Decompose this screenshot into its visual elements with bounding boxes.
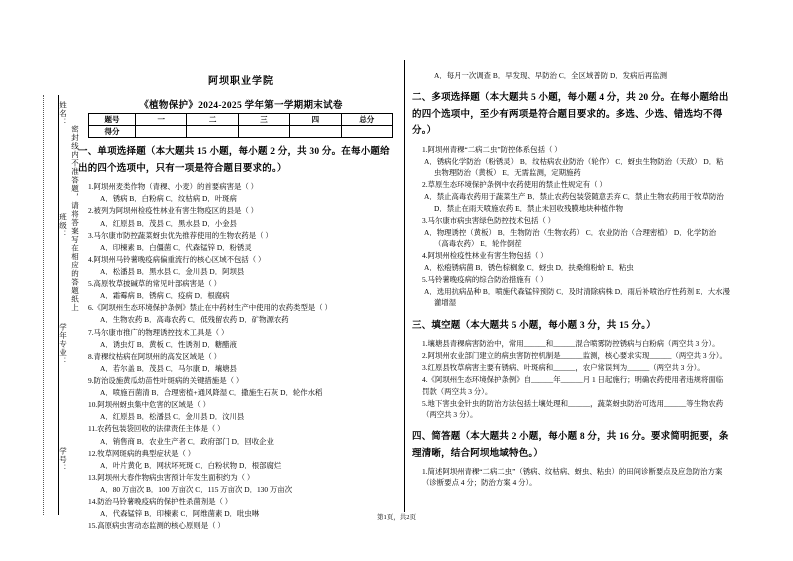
option-row: A．选用抗病品种 B．喷施代森锰锌预防 C．及时清除病株 D．雨后补喷治疗性药剂 E．大水漫灌增湿 xyxy=(424,287,730,308)
question-item: 2.草原生态环境保护条例中农药使用的禁止性规定有（ ） xyxy=(422,180,607,190)
option-row: A．销售商 B．农业生产者 C．政府部门 D．回收企业 xyxy=(100,436,274,446)
question-item: 2.被列为阿坝州检疫性林业有害生物疫区的县是（ ） xyxy=(88,206,258,216)
question-item: 6.《阿坝州生态环境保护条例》禁止在中药材生产中使用的农药类型是（ ） xyxy=(88,303,332,313)
question-item: 5.高原牧草披碱草的常见叶部病害是（ ） xyxy=(88,279,222,289)
page-footer: 第1页，共2页 xyxy=(377,514,416,521)
score-table-row-label: 题号 xyxy=(89,114,136,126)
question-item: 1.阿坝州麦类作物（青稞、小麦）的首要病害是（ ） xyxy=(88,182,258,192)
question-item: 9.防治设施黄瓜幼苗性叶斑病的关键措施是（ ） xyxy=(88,376,244,385)
score-table-row-label: 得分 xyxy=(89,126,136,138)
question-item: 5.马铃薯晚疫病的综合防治措施有（ ） xyxy=(422,275,548,285)
score-table-col-total: 总分 xyxy=(341,114,392,126)
seal-margin xyxy=(18,95,80,515)
option-row: A．红原县 B．松潘县 C．金川县 D．汶川县 xyxy=(100,412,245,422)
column-divider xyxy=(404,60,405,512)
score-table-col-1: 一 xyxy=(136,114,187,126)
question-item: 3.马尔康市防控蔬菜蚜虫优先推荐使用的生物农药是（ ） xyxy=(88,230,273,240)
question-item: 12.牧草网斑病的典型症状是（ ） xyxy=(88,448,196,458)
option-row: A．每月一次调查 B．早发现、早防治 C．全区域普防 D．发病后再监测 xyxy=(434,71,668,80)
option-row: A．松潘县 B．黑水县 C．金川县 D．阿坝县 xyxy=(100,267,245,277)
question-item: 3.红原县牧草病害主要有锈病、叶斑病和______，农户常误判为______（两空共 3 分）。 xyxy=(422,363,705,373)
question-item: 10.阿坝州蚜虫集中危害的区域是（ ） xyxy=(88,400,210,410)
question-item: 15.高原病虫害动态监测的核心原则是（ ） xyxy=(88,521,225,531)
question-item: 8.青稞纹枯病在阿坝州的高发区域是（ ） xyxy=(88,351,222,361)
score-table-col-4: 四 xyxy=(290,114,341,126)
section-heading-short-answer: 四、简答题（本大题共 2 小题，每小题 8 分，共 16 分。要求简明扼要，条理清晰，结合阿坝地域特色。） xyxy=(412,431,729,459)
margin-label-major: 学年专业： xyxy=(58,323,68,366)
seal-dotted-line xyxy=(43,95,44,515)
margin-label-studentid: 学号： xyxy=(58,447,68,473)
question-item: 1.壤塘县青稞病害防治中，常用______和______混合喷雾防控锈病与白粉病（两空共 3 分）。 xyxy=(422,339,720,349)
question-item: 11.农药包装袋回收的法律责任主体是（ ） xyxy=(88,424,225,434)
question-item: 7.马尔康市推广的物理诱控技术工具是（ ） xyxy=(88,327,229,337)
question-item: 4.《阿坝州生态环境保护条例》自______年______月 1 日起施行；明确农药使用者违规将面临罚款（两空共 3 分）。 xyxy=(422,375,724,396)
question-item: 13.阿坝州大春作物病虫害预计年发生面积约为（ ） xyxy=(88,472,255,482)
option-row: A．印楝素 B．白僵菌 C．代森锰锌 D．粉锈灵 xyxy=(100,242,252,252)
score-table-col-3: 三 xyxy=(238,114,289,126)
option-row: A．若尔盖 B．茂县 C．马尔康 D．壤塘县 xyxy=(100,363,237,373)
question-list-single-choice xyxy=(78,181,396,531)
option-row: A．80 万亩次 B．100 万亩次 C．115 万亩次 D．130 万亩次 xyxy=(100,484,293,494)
option-row: A．锈病 B．白粉病 C．纹枯病 D．叶斑病 xyxy=(100,194,237,204)
seal-notice: 密封线内不准答题，请将答案写在相应的答题纸上 xyxy=(70,125,80,312)
question-list-fill-blank xyxy=(412,338,730,420)
question-item: 4.阿坝州马铃薯晚疫病偏重流行的核心区域不包括（ ） xyxy=(88,254,266,264)
question-item: 4.阿坝州检疫性林业有害生物包括（ ） xyxy=(422,250,548,260)
section-heading-multi-choice: 二、多项选择题（本大题共 5 小题，每小题 4 分，共 20 分。在每小题给出的四个选项中，至少有两项是符合题目要求的。多选、少选、错选均不得分。） xyxy=(412,93,729,137)
option-row: A．喷施百菌清 B．合理密植+通风降湿 C．撒施生石灰 D．轮作水稻 xyxy=(100,388,323,398)
right-column xyxy=(412,60,730,489)
option-row: A．诱虫灯 B．黄板 C．性诱剂 D．糖醋液 xyxy=(100,339,237,349)
option-row: A．代森锰锌 B．印楝素 C．阿维菌素 D．吡虫啉 xyxy=(100,509,260,519)
option-row: A．禁止高毒农药用于蔬菜生产 B．禁止农药包装袋随意丢弃 C．禁止生物农药用于牧草防治 D．禁止在雨天喷施农药 E．禁止未回收残膜地块种植作物 xyxy=(424,192,724,213)
question-item: 14.防治马铃薯晚疫病的保护性杀菌剂是（ ） xyxy=(88,497,233,507)
margin-label-class: 班级： xyxy=(58,213,68,239)
question-item: 1.阿坝州青稞“二病二虫”防控体系包括（ ） xyxy=(422,144,562,154)
option-row: A．红原县 B．茂县 C．黑水县 D．小金县 xyxy=(100,218,237,228)
option-row: A．生物农药 B．高毒农药 C．低残留农药 D．矿物源农药 xyxy=(100,315,289,325)
question-list-short-answer xyxy=(412,466,730,488)
margin-label-name: 姓名： xyxy=(58,101,68,127)
question-list-multi-choice xyxy=(412,144,730,309)
option-row: A．松疱锈病菌 B．锈色棕榈象 C．蚜虫 D．扶桑绵粉蚧 E．粘虫 xyxy=(424,263,634,273)
option-row: A．霜霉病 B．锈病 C．疫病 D．根腐病 xyxy=(100,291,230,301)
option-row: A．锈病化学防治（粉锈灵） B．纹枯病农业防治（轮作） C．蚜虫生物防治（天敌） D．粘虫物理防治（黄板） E．无需监测，定期施药 xyxy=(424,157,724,178)
score-table-col-2: 二 xyxy=(187,114,238,126)
page-title: 《植物保护》2024-2025 学年第一学期期末试卷 xyxy=(139,101,343,111)
section-heading-single-choice: 一、单项选择题（本大题共 15 小题，每小题 2 分，共 30 分。在每小题给出的四个选项中，只有一项是符合题目要求的。） xyxy=(78,147,390,174)
left-column xyxy=(78,60,396,532)
question-item: 3.马尔康市病虫害绿色防控技术包括（ ） xyxy=(422,215,556,225)
school-name: 阿坝职业学院 xyxy=(208,76,274,87)
question-item: 1.简述阿坝州青稞“二病二虫”（锈病、纹枯病、蚜虫、粘虫）的田间诊断要点及应急防治方案（诊断要点 4 分；防治方案 4 分）。 xyxy=(422,467,723,488)
question-item: 2.阿坝州农业部门建立的病虫害防控机制是______监测，核心要求实现______（两空共 3 分）。 xyxy=(422,351,727,361)
section-heading-fill-blank: 三、填空题（本大题共 5 小题，每小题 3 分，共 15 分。） xyxy=(412,320,656,331)
option-row: A．物理诱控（黄板） B．生物防治（生物农药） C．农业防治（合理密植） D．化学防治（高毒农药） E．轮作倒茬 xyxy=(424,227,717,248)
question-item: 5.地下害虫金针虫的防治方法包括土壤处理和______，蔬菜蚜虫防治可选用______等生物农药（两空共 3 分）。 xyxy=(422,398,724,419)
option-row: A．叶片黄化 B．网状坏死斑 C．白粉状物 D．根部腐烂 xyxy=(100,460,282,470)
